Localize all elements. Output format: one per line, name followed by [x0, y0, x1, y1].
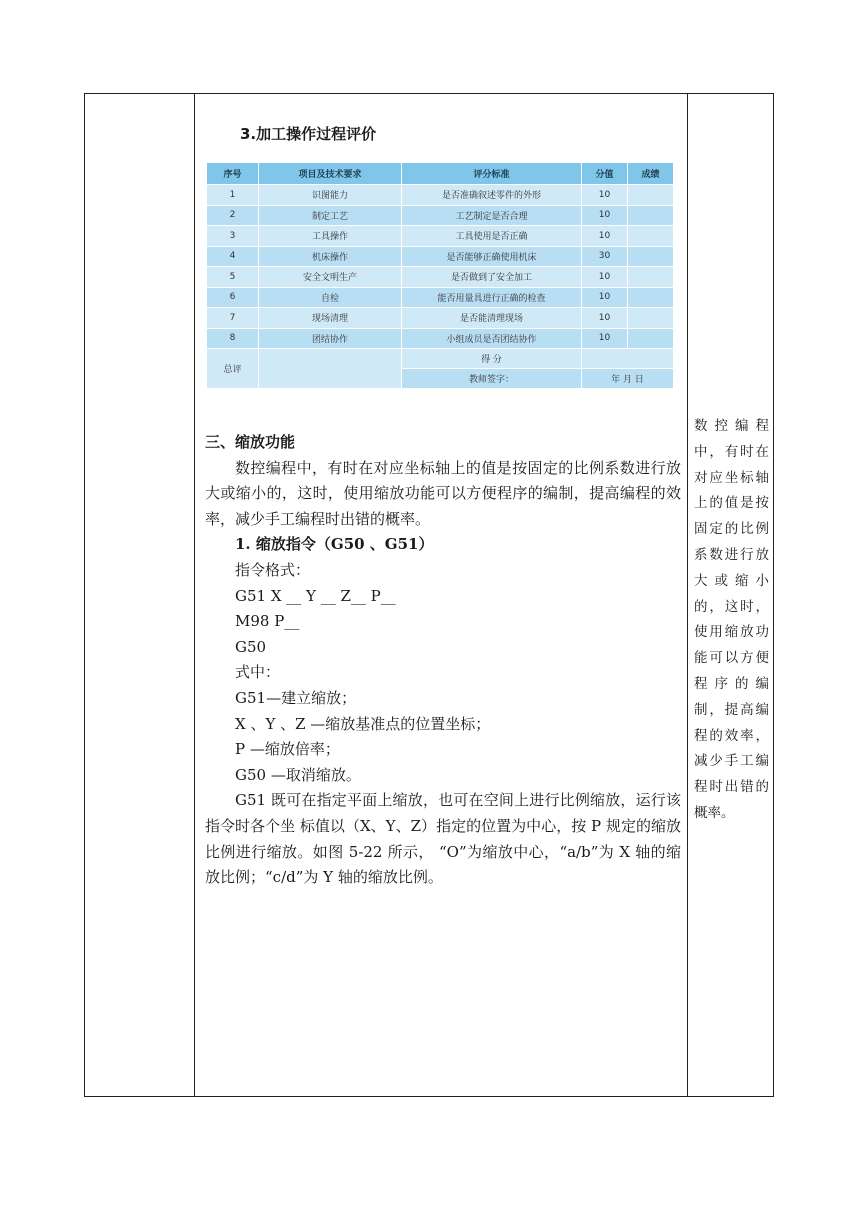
scoring-table [206, 162, 674, 389]
code-line-2: M98 P__ [235, 612, 300, 631]
row-item: 机床操作 [259, 246, 402, 267]
definition-xyz: X 、Y 、Z —缩放基准点的位置坐标； [235, 714, 491, 733]
format-label: 指令格式： [235, 560, 311, 579]
table-row [207, 205, 674, 226]
code-line-1: G51 X __ Y __ Z__ P__ [235, 586, 396, 605]
table-row [207, 185, 674, 206]
row-index: 3 [207, 226, 259, 247]
table-row [207, 226, 674, 247]
row-points: 10 [582, 267, 628, 288]
row-criteria: 是否能清理现场 [402, 308, 582, 329]
summary-row-score [207, 349, 674, 369]
row-criteria: 小组成员是否团结协作 [402, 328, 582, 349]
row-index: 8 [207, 328, 259, 349]
header-criteria: 评分标准 [402, 163, 582, 185]
row-grade [628, 246, 674, 267]
row-grade [628, 328, 674, 349]
score-value [582, 349, 674, 369]
row-points: 10 [582, 205, 628, 226]
header-index: 序号 [207, 163, 259, 185]
row-points: 10 [582, 226, 628, 247]
table-row [207, 287, 674, 308]
date-label: 年 月 日 [582, 369, 674, 389]
table-row [207, 308, 674, 329]
row-points: 10 [582, 308, 628, 329]
side-note: 数控编程中，有时在对应坐标轴上的值是按固定的比例系数进行放大或缩小的，这时，使用缩放功能可以方便程序的编制，提高编程的效率，减少手工编程时出错的概率。 [694, 418, 769, 821]
code-line-3: G50 [235, 637, 267, 656]
scaling-section [205, 430, 681, 891]
table-row [207, 328, 674, 349]
instruction-heading: 1. 缩放指令（G50 、G51） [235, 535, 434, 554]
row-item: 制定工艺 [259, 205, 402, 226]
row-item: 识图能力 [259, 185, 402, 206]
table-header-row [207, 163, 674, 185]
table-row [207, 267, 674, 288]
main-content-cell [195, 94, 687, 1096]
row-points: 10 [582, 185, 628, 206]
signature-label: 教师签字： [402, 369, 582, 389]
explanation-paragraph: G51 既可在指定平面上缩放，也可在空间上进行比例缩放，运行该指令时各个坐 标值以（X、Y、Z）指定的位置为中心，按 P 规定的缩放比例进行缩放。如图 5-22 所示， “O”为缩放中心，“a/b”为 X 轴的缩放比例；“c/d”为 Y 轴的缩放比例。 [205, 791, 681, 887]
table-row [207, 246, 674, 267]
row-grade [628, 308, 674, 329]
row-grade [628, 185, 674, 206]
definition-p: P —缩放倍率； [235, 740, 340, 759]
row-index: 5 [207, 267, 259, 288]
row-item: 安全文明生产 [259, 267, 402, 288]
summary-label: 总评 [207, 349, 259, 389]
row-item: 自检 [259, 287, 402, 308]
row-index: 4 [207, 246, 259, 267]
row-points: 30 [582, 246, 628, 267]
row-criteria: 是否准确叙述零件的外形 [402, 185, 582, 206]
row-grade [628, 267, 674, 288]
row-index: 6 [207, 287, 259, 308]
row-index: 7 [207, 308, 259, 329]
intro-paragraph: 数控编程中，有时在对应坐标轴上的值是按固定的比例系数进行放大或缩小的，这时，使用缩放功能可以方便程序的编制，提高编程的效率，减少手工编程时出错的概率。 [205, 458, 681, 528]
column-divider-right [687, 94, 688, 1096]
row-item: 现场清理 [259, 308, 402, 329]
row-item: 团结协作 [259, 328, 402, 349]
row-points: 10 [582, 328, 628, 349]
row-criteria: 是否能够正确使用机床 [402, 246, 582, 267]
section-heading: 三、缩放功能 [205, 433, 296, 451]
row-grade [628, 287, 674, 308]
header-item: 项目及技术要求 [259, 163, 402, 185]
row-grade [628, 205, 674, 226]
row-criteria: 能否用量具进行正确的检查 [402, 287, 582, 308]
summary-empty [259, 349, 402, 389]
row-criteria: 工具使用是否正确 [402, 226, 582, 247]
row-criteria: 工艺制定是否合理 [402, 205, 582, 226]
definition-g51: G51—建立缩放； [235, 688, 357, 707]
row-grade [628, 226, 674, 247]
definition-g50: G50 —取消缩放。 [235, 765, 361, 784]
evaluation-title: 3.加工操作过程评价 [240, 125, 377, 143]
row-item: 工具操作 [259, 226, 402, 247]
where-label: 式中： [235, 663, 281, 682]
score-label: 得 分 [402, 349, 582, 369]
row-index: 2 [207, 205, 259, 226]
row-index: 1 [207, 185, 259, 206]
header-points: 分值 [582, 163, 628, 185]
header-grade: 成绩 [628, 163, 674, 185]
row-points: 10 [582, 287, 628, 308]
row-criteria: 是否做到了安全加工 [402, 267, 582, 288]
lesson-table-frame [84, 93, 774, 1097]
